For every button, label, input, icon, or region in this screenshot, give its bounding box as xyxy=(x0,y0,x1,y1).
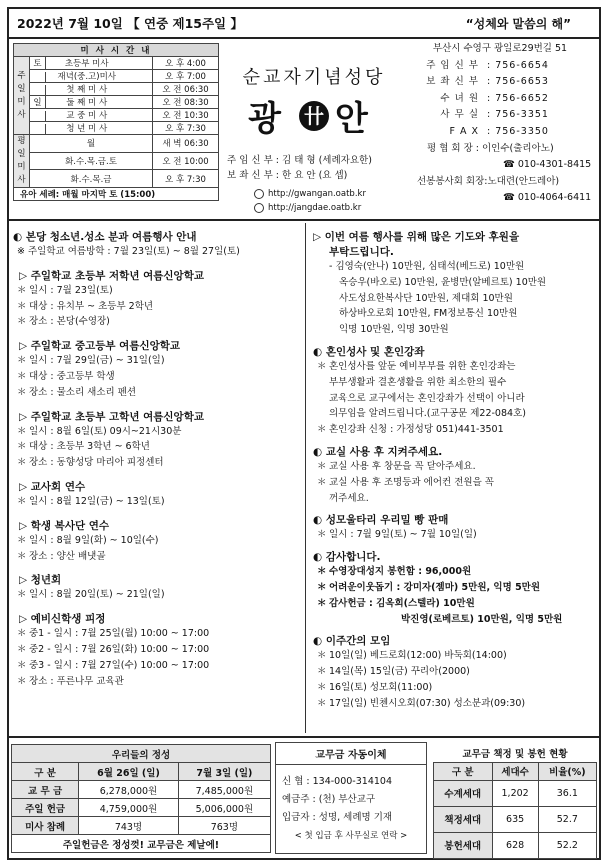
marriage-title: ◐ 혼인성사 및 혼인강좌 xyxy=(313,345,425,358)
offering-title: 우리들의 정성 xyxy=(12,745,271,763)
social-service-phone: ☎ 010-4064-6411 xyxy=(503,192,592,204)
column-divider xyxy=(305,223,306,733)
mass-row: 재녁(중.고)미사 xyxy=(30,70,153,83)
youth-events-title: ◐ 본당 청소년.성소 분과 여름행사 안내 xyxy=(13,231,197,243)
donor-line: 사도성요한복사단 10만원, 제대회 10만원 xyxy=(339,292,513,304)
parish-logo xyxy=(224,63,404,140)
mass-time: 새 벽 06:30 xyxy=(153,135,219,153)
sunday-mass-label: 주일미사 xyxy=(14,57,30,135)
website-link[interactable]: http://jangdae.oatb.kr xyxy=(268,203,362,213)
bread-sale-title: ◐ 성모울타리 우리밀 빵 판매 xyxy=(313,514,449,527)
mass-schedule-table xyxy=(13,43,219,201)
priest-list xyxy=(227,153,372,183)
offering-table: 우리들의 정성 구 분 6월 26일 (일) 7월 3일 (일) 교 무 금 6,278,000원 7,485,000원 주일 헌금 4,759,000원 5,006,000원 미사 참례 743명 763명 주일헌금은 정성껏! 교무금은 제날에! xyxy=(11,744,271,853)
donor-line: - 김영숙(안나) 10만원, 심태석(베드로) 10만원 xyxy=(329,261,525,272)
donor-line: 익명 10만원, 익명 30만원 xyxy=(339,324,449,336)
mass-time: 오 전 10:00 xyxy=(153,152,219,170)
mass-row: 화.수.목.금.토 xyxy=(30,152,153,170)
social-service-head: 선봉봉사회 회장:노대련(안드레아) xyxy=(417,175,560,187)
vacation-note: ※ 주일학교 여름방학 : 7월 23일(토) ~ 8월 27일(토) xyxy=(17,246,240,257)
council-president-phone: ☎ 010-4301-8415 xyxy=(503,159,592,171)
table-row: 봉헌세대 628 52.2 xyxy=(434,832,597,858)
event-title: ▷ 청년회 xyxy=(19,574,62,587)
table-row: 교 무 금 6,278,000원 7,485,000원 xyxy=(12,781,271,799)
meetings-title: ◐ 이주간의 모임 xyxy=(313,635,391,648)
event-title: ▷ 주일학교 중고등부 여름신앙학교 xyxy=(19,340,181,353)
event-title: ▷ 주일학교 초등부 저학년 여름신앙학교 xyxy=(19,269,204,282)
pastor: 주 임 신 부 : 김 태 형 (세례자요한) xyxy=(227,155,372,166)
mass-time: 오 전 06:30 xyxy=(153,83,219,96)
website-links xyxy=(254,187,366,215)
table-row: 미사 참례 743명 763명 xyxy=(12,817,271,835)
parish-subtitle: 순교자기념성당 xyxy=(242,67,386,88)
mass-time: 오 후 7:00 xyxy=(153,70,219,83)
issue-date: 2022년 7월 10일 【 연중 제15주일 】 xyxy=(17,16,243,31)
auto-transfer-box: 교무금 자동이체 신 협 : 134-000-314104 예금주 : (천) 부산교구 입금자 : 성명, 세례명 기재 < 첫 입금 후 사무실로 연락 > xyxy=(275,742,427,854)
parish-name: 광 卄 안 xyxy=(248,99,380,139)
auto-transfer-title: 교무금 자동이체 xyxy=(276,743,426,765)
dues-status-title: 교무금 책정 및 봉헌 현황 xyxy=(434,744,597,762)
globe-icon xyxy=(254,203,264,213)
mass-row: 월 xyxy=(30,135,153,153)
council-president: 평 협 회 장 : 이인수(출리아노) xyxy=(427,142,554,154)
dues-status-table: 교무금 책정 및 봉헌 현황 구 분 세대수 비율(%) 수계세대 1,202 36.1 책정세대 635 52.7 봉헌세대 628 52.2 xyxy=(433,744,597,859)
mass-row: 첫 째 미 사 xyxy=(30,83,153,96)
offering-slogan: 주일헌금은 정성껏! 교무금은 제날에! xyxy=(12,835,271,853)
mass-time: 오 전 08:30 xyxy=(153,96,219,109)
infant-baptism-note: 유아 세례: 매월 마지막 토 (15:00) xyxy=(14,188,219,201)
mass-row: 청 년 미 사 xyxy=(30,122,153,135)
classroom-title: ◐ 교실 사용 후 지켜주세요. xyxy=(313,445,443,458)
contact-info: 부산시 수영구 광일로29번길 51 주 임 신 부 : 756-6654 보 좌 신 부 : 756-6653 수 녀 원 : 756-6652 사 무 실 : 756-3351 F A X : 756-3350 평 협 회 장 : 이인수(출리아노) ☎ 010-4301-8415 선봉봉사회 회장:노대련(안드레아) ☎ 010-4064-6411 xyxy=(405,41,595,207)
event-title: ▷ 예비신학생 피정 xyxy=(19,613,106,626)
table-row: 주일 헌금 4,759,000원 5,006,000원 xyxy=(12,799,271,817)
event-title: ▷ 교사회 연수 xyxy=(19,480,86,493)
table-row: 책정세대 635 52.7 xyxy=(434,806,597,832)
donor-line: 하상바오로회 10만원, FM정보통신 10만원 xyxy=(339,308,518,320)
mass-time: 오 전 10:30 xyxy=(153,109,219,122)
website-link[interactable]: http://gwangan.oatb.kr xyxy=(268,189,366,199)
mass-time: 오 후 7:30 xyxy=(153,170,219,188)
thanks-title: ◐ 감사합니다. xyxy=(313,551,381,564)
event-title: ▷ 학생 복사단 연수 xyxy=(19,519,110,532)
bulletin-frame xyxy=(7,7,601,860)
mass-row: 교 중 미 사 xyxy=(30,109,153,122)
mass-row: 토 초등부 미사 xyxy=(30,57,153,70)
assistant-priest: 보 좌 신 부 : 한 요 안 (요 셉) xyxy=(227,170,348,181)
right-column: ▷ 이번 여름 행사를 위해 많은 기도와 후원을 부탁드립니다. - 김영숙(안나) 10만원, 심태석(베드로) 10만원 옥승우(바오로) 10만원, 윤병만(알베르토) 10만원 사도성요한복사단 10만원, 제대회 10만원 하상바오로회 10만원, FM정보통신 10만원 익명 10만원, 익명 30만원 ◐ 혼인성사 및 혼인강좌 ＊ 혼인성사를 앞둔 예비부부를 위한 혼인강좌는 부부생활과 결혼생활을 위한 최소한의 필수 교육으로 교구에서는 혼인강좌가 선택이 아니라 의무임을 알려드립니다.(교구공문 제22-084호) ＊ 혼인강좌 신청 : 가정성당 051)441-3501 ◐ 교실 사용 후 지켜주세요. ＊ 교실 사용 후 창문을 꼭 닫아주세요. ＊ 교실 사용 후 조명등과 에어컨 전원을 꼭 꺼주세요. ◐ 성모울타리 우리밀 빵 판매 ＊ 일시 : 7월 9일(토) ~ 7월 10일(일) ◐ 감사합니다. ＊ 수영장대성지 봉헌함 : 96,000원 ＊ 어려운이웃돕기 : 강미자(젬마) 5만원, 익명 5만원 ＊ 감사헌금 : 김옥희(스텔라) 10만원 박진영(로베르토) 10만원, 익명 5만원 ◐ 이주간의 모임 ＊ 10일(일) 베드로회(12:00) 바둑회(14:00) ＊ 14일(목) 15일(금) 꾸리아(2000) ＊ 16일(토) 성모회(11:00) ＊ 17일(일) 빈첸시오회(07:30) 성소분과(09:30) xyxy=(313,223,597,712)
table-row: 수계세대 1,202 36.1 xyxy=(434,780,597,806)
weekday-mass-label: 평일미사 xyxy=(14,135,30,188)
event-title: ▷ 주일학교 초등부 고학년 여름신앙학교 xyxy=(19,410,204,423)
mass-time: 오 후 7:30 xyxy=(153,122,219,135)
bottom-section xyxy=(9,736,599,858)
address: 부산시 수영구 광일로29번길 51 xyxy=(432,43,568,54)
donation-request-title: ▷ 이번 여름 행사를 위해 많은 기도와 후원을 xyxy=(313,231,520,243)
yearly-motto: “성체와 말씀의 해” xyxy=(465,16,571,31)
mass-time: 오 후 4:00 xyxy=(153,57,219,70)
mass-row: 화.수.목.금 xyxy=(30,170,153,188)
parish-seal-icon: 卄 xyxy=(299,101,329,131)
left-column: ◐ 본당 청소년.성소 분과 여름행사 안내 ※ 주일학교 여름방학 : 7월 23일(토) ~ 8월 27일(토) ▷ 주일학교 초등부 저학년 여름신앙학교 ＊ 일시 : 7월 23일(토) ＊ 대상 : 유치부 ~ 초등부 2학년 ＊ 장소 : 본당(수영장) ▷ 주일학교 중고등부 여름신앙학교 ＊ 일시 : 7월 29일(금) ~ 31일(일) ＊ 대상 : 중고등부 학생 ＊ 장소 : 물소리 새소리 펜션 ▷ 주일학교 초등부 고학년 여름신앙학교 ＊ 일시 : 8월 6일(토) 09시~21시30분 ＊ 대상 : 초등부 3학년 ~ 6학년 ＊ 장소 : 동향성당 마리아 피정센터 ▷ 교사회 연수 ＊ 일시 : 8월 12일(금) ~ 13일(토) ▷ 학생 복사단 연수 ＊ 일시 : 8월 9일(화) ~ 10일(수) ＊ 장소 : 양산 배냇골 ▷ 청년회 ＊ 일시 : 8월 20일(토) ~ 21일(일) ▷ 예비신학생 피정 ＊ 중1 - 일시 : 7월 25일(월) 10:00 ~ 17:00 ＊ 중2 - 일시 : 7월 26일(화) 10:00 ~ 17:00 ＊ 중3 - 일시 : 7월 27일(수) 10:00 ~ 17:00 ＊ 장소 : 푸른나무 교육관 xyxy=(13,223,303,689)
donor-line: 옥승우(바오로) 10만원, 윤병만(알베르토) 10만원 xyxy=(339,276,547,288)
top-bar xyxy=(9,9,599,39)
mass-row: 일 둘 째 미 사 xyxy=(30,96,153,109)
globe-icon xyxy=(254,189,264,199)
mass-schedule-title: 미 사 시 간 내 xyxy=(14,44,219,57)
header xyxy=(9,39,599,221)
